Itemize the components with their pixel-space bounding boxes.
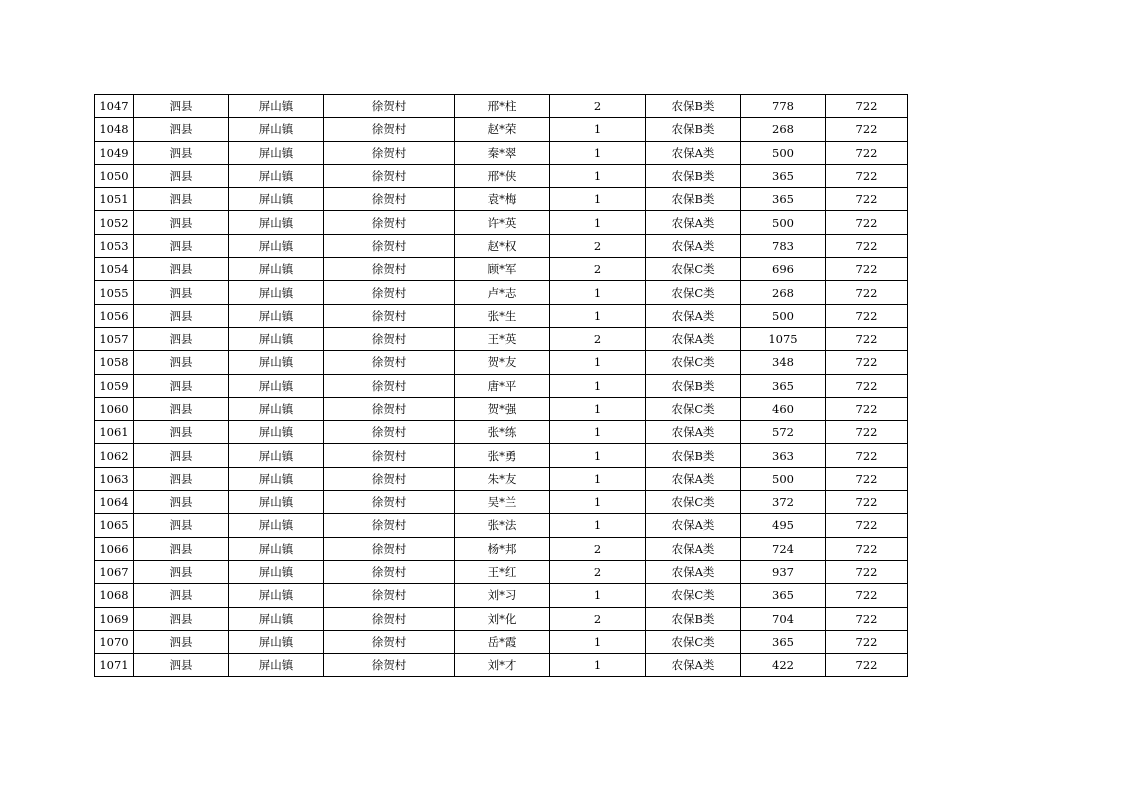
row-number-cell: 1050 <box>95 164 134 187</box>
town-cell: 屏山镇 <box>229 281 324 304</box>
category-cell: 农保B类 <box>646 118 741 141</box>
household-size-cell: 1 <box>550 630 646 653</box>
category-cell: 农保C类 <box>646 491 741 514</box>
category-cell: 农保B类 <box>646 374 741 397</box>
table-row <box>95 95 908 118</box>
village-cell: 徐贺村 <box>324 188 455 211</box>
household-size-cell: 1 <box>550 467 646 490</box>
name-cell: 朱*友 <box>455 467 550 490</box>
standard-cell: 722 <box>826 304 908 327</box>
name-cell: 贺*强 <box>455 397 550 420</box>
village-cell: 徐贺村 <box>324 444 455 467</box>
town-cell: 屏山镇 <box>229 304 324 327</box>
county-cell: 泗县 <box>134 537 229 560</box>
row-number-cell: 1051 <box>95 188 134 211</box>
row-number-cell: 1055 <box>95 281 134 304</box>
village-cell: 徐贺村 <box>324 514 455 537</box>
category-cell: 农保A类 <box>646 467 741 490</box>
category-cell: 农保B类 <box>646 607 741 630</box>
category-cell: 农保A类 <box>646 234 741 257</box>
category-cell: 农保C类 <box>646 281 741 304</box>
county-cell: 泗县 <box>134 654 229 677</box>
town-cell: 屏山镇 <box>229 164 324 187</box>
village-cell: 徐贺村 <box>324 258 455 281</box>
amount-cell: 365 <box>741 188 826 211</box>
county-cell: 泗县 <box>134 118 229 141</box>
row-number-cell: 1067 <box>95 560 134 583</box>
amount-cell: 1075 <box>741 327 826 350</box>
category-cell: 农保C类 <box>646 351 741 374</box>
name-cell: 杨*邦 <box>455 537 550 560</box>
name-cell: 卢*志 <box>455 281 550 304</box>
county-cell: 泗县 <box>134 211 229 234</box>
category-cell: 农保A类 <box>646 560 741 583</box>
name-cell: 张*练 <box>455 421 550 444</box>
county-cell: 泗县 <box>134 304 229 327</box>
county-cell: 泗县 <box>134 188 229 211</box>
village-cell: 徐贺村 <box>324 654 455 677</box>
town-cell: 屏山镇 <box>229 584 324 607</box>
row-number-cell: 1057 <box>95 327 134 350</box>
household-size-cell: 1 <box>550 304 646 327</box>
standard-cell: 722 <box>826 560 908 583</box>
name-cell: 唐*平 <box>455 374 550 397</box>
standard-cell: 722 <box>826 467 908 490</box>
category-cell: 农保A类 <box>646 211 741 234</box>
table-row <box>95 211 908 234</box>
village-cell: 徐贺村 <box>324 560 455 583</box>
name-cell: 袁*梅 <box>455 188 550 211</box>
town-cell: 屏山镇 <box>229 258 324 281</box>
row-number-cell: 1066 <box>95 537 134 560</box>
table-row <box>95 654 908 677</box>
amount-cell: 937 <box>741 560 826 583</box>
table-row <box>95 118 908 141</box>
table-row <box>95 397 908 420</box>
village-cell: 徐贺村 <box>324 491 455 514</box>
table-row <box>95 234 908 257</box>
household-size-cell: 1 <box>550 491 646 514</box>
town-cell: 屏山镇 <box>229 95 324 118</box>
county-cell: 泗县 <box>134 397 229 420</box>
standard-cell: 722 <box>826 281 908 304</box>
county-cell: 泗县 <box>134 514 229 537</box>
name-cell: 秦*翠 <box>455 141 550 164</box>
village-cell: 徐贺村 <box>324 630 455 653</box>
table-row <box>95 467 908 490</box>
row-number-cell: 1053 <box>95 234 134 257</box>
table-row <box>95 164 908 187</box>
household-size-cell: 2 <box>550 560 646 583</box>
standard-cell: 722 <box>826 491 908 514</box>
name-cell: 张*法 <box>455 514 550 537</box>
category-cell: 农保A类 <box>646 654 741 677</box>
village-cell: 徐贺村 <box>324 351 455 374</box>
standard-cell: 722 <box>826 141 908 164</box>
category-cell: 农保A类 <box>646 304 741 327</box>
standard-cell: 722 <box>826 630 908 653</box>
county-cell: 泗县 <box>134 374 229 397</box>
table-row <box>95 491 908 514</box>
document-sheet <box>94 94 907 677</box>
town-cell: 屏山镇 <box>229 630 324 653</box>
county-cell: 泗县 <box>134 607 229 630</box>
village-cell: 徐贺村 <box>324 234 455 257</box>
table-row <box>95 327 908 350</box>
table-row <box>95 281 908 304</box>
household-size-cell: 1 <box>550 584 646 607</box>
town-cell: 屏山镇 <box>229 467 324 490</box>
table-row <box>95 374 908 397</box>
household-size-cell: 1 <box>550 421 646 444</box>
town-cell: 屏山镇 <box>229 234 324 257</box>
name-cell: 贺*友 <box>455 351 550 374</box>
table-row <box>95 304 908 327</box>
county-cell: 泗县 <box>134 421 229 444</box>
village-cell: 徐贺村 <box>324 421 455 444</box>
name-cell: 刘*习 <box>455 584 550 607</box>
town-cell: 屏山镇 <box>229 397 324 420</box>
name-cell: 邢*柱 <box>455 95 550 118</box>
standard-cell: 722 <box>826 234 908 257</box>
household-size-cell: 1 <box>550 654 646 677</box>
name-cell: 许*英 <box>455 211 550 234</box>
amount-cell: 704 <box>741 607 826 630</box>
household-size-cell: 2 <box>550 95 646 118</box>
county-cell: 泗县 <box>134 560 229 583</box>
amount-cell: 363 <box>741 444 826 467</box>
town-cell: 屏山镇 <box>229 537 324 560</box>
county-cell: 泗县 <box>134 141 229 164</box>
row-number-cell: 1054 <box>95 258 134 281</box>
county-cell: 泗县 <box>134 444 229 467</box>
table-row <box>95 444 908 467</box>
town-cell: 屏山镇 <box>229 351 324 374</box>
household-size-cell: 2 <box>550 258 646 281</box>
town-cell: 屏山镇 <box>229 327 324 350</box>
standard-cell: 722 <box>826 584 908 607</box>
row-number-cell: 1056 <box>95 304 134 327</box>
amount-cell: 500 <box>741 211 826 234</box>
household-size-cell: 2 <box>550 607 646 630</box>
standard-cell: 722 <box>826 95 908 118</box>
category-cell: 农保A类 <box>646 141 741 164</box>
county-cell: 泗县 <box>134 164 229 187</box>
county-cell: 泗县 <box>134 234 229 257</box>
household-size-cell: 2 <box>550 327 646 350</box>
village-cell: 徐贺村 <box>324 607 455 630</box>
table-row <box>95 514 908 537</box>
amount-cell: 365 <box>741 164 826 187</box>
amount-cell: 460 <box>741 397 826 420</box>
category-cell: 农保B类 <box>646 164 741 187</box>
category-cell: 农保A类 <box>646 537 741 560</box>
town-cell: 屏山镇 <box>229 188 324 211</box>
row-number-cell: 1069 <box>95 607 134 630</box>
row-number-cell: 1059 <box>95 374 134 397</box>
amount-cell: 348 <box>741 351 826 374</box>
standard-cell: 722 <box>826 537 908 560</box>
standard-cell: 722 <box>826 514 908 537</box>
town-cell: 屏山镇 <box>229 514 324 537</box>
standard-cell: 722 <box>826 421 908 444</box>
standard-cell: 722 <box>826 188 908 211</box>
table-row <box>95 141 908 164</box>
name-cell: 吴*兰 <box>455 491 550 514</box>
town-cell: 屏山镇 <box>229 444 324 467</box>
village-cell: 徐贺村 <box>324 118 455 141</box>
town-cell: 屏山镇 <box>229 118 324 141</box>
village-cell: 徐贺村 <box>324 374 455 397</box>
household-size-cell: 2 <box>550 537 646 560</box>
name-cell: 赵*权 <box>455 234 550 257</box>
town-cell: 屏山镇 <box>229 607 324 630</box>
standard-cell: 722 <box>826 351 908 374</box>
table-row <box>95 421 908 444</box>
table-row <box>95 560 908 583</box>
standard-cell: 722 <box>826 654 908 677</box>
household-size-cell: 1 <box>550 514 646 537</box>
row-number-cell: 1064 <box>95 491 134 514</box>
household-size-cell: 1 <box>550 141 646 164</box>
category-cell: 农保B类 <box>646 188 741 211</box>
data-table <box>94 94 908 677</box>
name-cell: 张*生 <box>455 304 550 327</box>
village-cell: 徐贺村 <box>324 537 455 560</box>
village-cell: 徐贺村 <box>324 584 455 607</box>
village-cell: 徐贺村 <box>324 211 455 234</box>
standard-cell: 722 <box>826 118 908 141</box>
county-cell: 泗县 <box>134 327 229 350</box>
county-cell: 泗县 <box>134 258 229 281</box>
row-number-cell: 1070 <box>95 630 134 653</box>
name-cell: 刘*才 <box>455 654 550 677</box>
household-size-cell: 1 <box>550 118 646 141</box>
standard-cell: 722 <box>826 374 908 397</box>
row-number-cell: 1060 <box>95 397 134 420</box>
table-body <box>95 95 908 677</box>
name-cell: 顾*军 <box>455 258 550 281</box>
table-row <box>95 537 908 560</box>
county-cell: 泗县 <box>134 351 229 374</box>
county-cell: 泗县 <box>134 630 229 653</box>
village-cell: 徐贺村 <box>324 467 455 490</box>
name-cell: 赵*荣 <box>455 118 550 141</box>
county-cell: 泗县 <box>134 467 229 490</box>
row-number-cell: 1047 <box>95 95 134 118</box>
amount-cell: 422 <box>741 654 826 677</box>
village-cell: 徐贺村 <box>324 164 455 187</box>
standard-cell: 722 <box>826 164 908 187</box>
name-cell: 王*英 <box>455 327 550 350</box>
amount-cell: 783 <box>741 234 826 257</box>
amount-cell: 268 <box>741 118 826 141</box>
county-cell: 泗县 <box>134 95 229 118</box>
village-cell: 徐贺村 <box>324 397 455 420</box>
town-cell: 屏山镇 <box>229 211 324 234</box>
row-number-cell: 1063 <box>95 467 134 490</box>
table-row <box>95 584 908 607</box>
county-cell: 泗县 <box>134 281 229 304</box>
amount-cell: 500 <box>741 467 826 490</box>
row-number-cell: 1048 <box>95 118 134 141</box>
standard-cell: 722 <box>826 211 908 234</box>
row-number-cell: 1065 <box>95 514 134 537</box>
category-cell: 农保A类 <box>646 327 741 350</box>
row-number-cell: 1062 <box>95 444 134 467</box>
name-cell: 王*红 <box>455 560 550 583</box>
row-number-cell: 1071 <box>95 654 134 677</box>
category-cell: 农保B类 <box>646 95 741 118</box>
amount-cell: 724 <box>741 537 826 560</box>
standard-cell: 722 <box>826 397 908 420</box>
table-row <box>95 630 908 653</box>
amount-cell: 268 <box>741 281 826 304</box>
household-size-cell: 2 <box>550 234 646 257</box>
amount-cell: 500 <box>741 304 826 327</box>
household-size-cell: 1 <box>550 188 646 211</box>
table-row <box>95 607 908 630</box>
household-size-cell: 1 <box>550 444 646 467</box>
town-cell: 屏山镇 <box>229 421 324 444</box>
category-cell: 农保A类 <box>646 514 741 537</box>
amount-cell: 365 <box>741 584 826 607</box>
row-number-cell: 1061 <box>95 421 134 444</box>
county-cell: 泗县 <box>134 491 229 514</box>
standard-cell: 722 <box>826 258 908 281</box>
standard-cell: 722 <box>826 327 908 350</box>
household-size-cell: 1 <box>550 374 646 397</box>
amount-cell: 696 <box>741 258 826 281</box>
household-size-cell: 1 <box>550 351 646 374</box>
name-cell: 刘*化 <box>455 607 550 630</box>
household-size-cell: 1 <box>550 164 646 187</box>
category-cell: 农保B类 <box>646 444 741 467</box>
town-cell: 屏山镇 <box>229 560 324 583</box>
amount-cell: 572 <box>741 421 826 444</box>
name-cell: 岳*霞 <box>455 630 550 653</box>
table-row <box>95 351 908 374</box>
category-cell: 农保C类 <box>646 258 741 281</box>
county-cell: 泗县 <box>134 584 229 607</box>
amount-cell: 372 <box>741 491 826 514</box>
town-cell: 屏山镇 <box>229 654 324 677</box>
amount-cell: 778 <box>741 95 826 118</box>
amount-cell: 500 <box>741 141 826 164</box>
town-cell: 屏山镇 <box>229 141 324 164</box>
name-cell: 张*勇 <box>455 444 550 467</box>
row-number-cell: 1052 <box>95 211 134 234</box>
row-number-cell: 1058 <box>95 351 134 374</box>
standard-cell: 722 <box>826 444 908 467</box>
village-cell: 徐贺村 <box>324 141 455 164</box>
standard-cell: 722 <box>826 607 908 630</box>
name-cell: 邢*侠 <box>455 164 550 187</box>
household-size-cell: 1 <box>550 281 646 304</box>
town-cell: 屏山镇 <box>229 374 324 397</box>
table-row <box>95 188 908 211</box>
amount-cell: 365 <box>741 630 826 653</box>
household-size-cell: 1 <box>550 211 646 234</box>
village-cell: 徐贺村 <box>324 304 455 327</box>
row-number-cell: 1049 <box>95 141 134 164</box>
village-cell: 徐贺村 <box>324 95 455 118</box>
category-cell: 农保A类 <box>646 421 741 444</box>
category-cell: 农保C类 <box>646 397 741 420</box>
village-cell: 徐贺村 <box>324 327 455 350</box>
category-cell: 农保C类 <box>646 584 741 607</box>
village-cell: 徐贺村 <box>324 281 455 304</box>
town-cell: 屏山镇 <box>229 491 324 514</box>
amount-cell: 365 <box>741 374 826 397</box>
category-cell: 农保C类 <box>646 630 741 653</box>
row-number-cell: 1068 <box>95 584 134 607</box>
household-size-cell: 1 <box>550 397 646 420</box>
amount-cell: 495 <box>741 514 826 537</box>
table-row <box>95 258 908 281</box>
